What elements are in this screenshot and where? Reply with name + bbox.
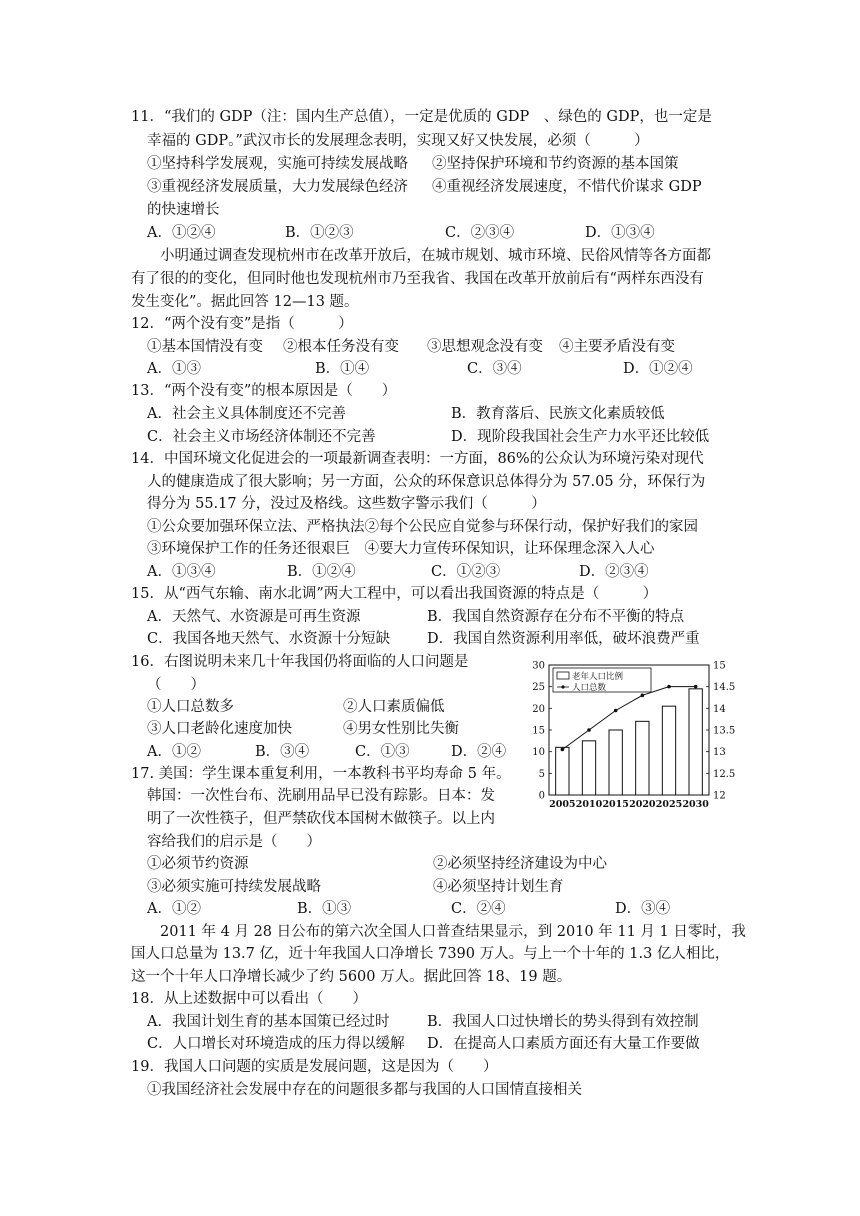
q12-statement-1: ①基本国情没有变 (147, 339, 263, 355)
q14-stem-line-2: 人的健康造成了很大影响；另一方面，公众的环保意识总体得分为 57.05 分，环保行为 (147, 474, 706, 490)
left-tick-label: 15 (532, 725, 545, 737)
population-chart (520, 660, 750, 810)
x-tick-label: 2025 (655, 799, 683, 810)
q17-stem-line-2: 韩国：一次性台布、洗刷用品早已没有踪影。日本：发 (147, 788, 495, 804)
q11-statement-3: ③重视经济发展质量，大力发展绿色经济 (147, 179, 408, 195)
q16-statements-row-1 (147, 697, 517, 717)
q14-option-a[interactable]: A．①③④ (147, 564, 216, 580)
q19-stem: 19．我国人口问题的实质是发展问题，这是因为（ ） (131, 1059, 498, 1075)
q15-option-c[interactable]: C．我国各地天然气、水资源十分短缺 (147, 631, 391, 647)
q18-option-a[interactable]: A．我国计划生育的基本国策已经过时 (147, 1014, 390, 1030)
line-point-2020 (641, 694, 645, 698)
q16-option-c[interactable]: C．①③ (355, 744, 410, 760)
q15-options-row-1 (147, 607, 747, 627)
q17-option-c[interactable]: C．②④ (451, 901, 506, 917)
q16-stem-line-1: 16．右图说明未来几十年我国仍将面临的人口问题是 (131, 654, 469, 670)
bar-2025 (662, 706, 675, 795)
legend-label-line: 人口总数 (572, 683, 607, 693)
q16-statement-3: ③人口老龄化速度加快 (147, 721, 292, 737)
q11-statement-row-2 (147, 177, 702, 197)
q17-stem-line-4: 容给我们的启示是（ ） (147, 834, 321, 850)
q15-stem: 15．从“西气东输、南水北调”两大工程中，可以看出我国资源的特点是（ ） (131, 586, 658, 602)
q12-statement-2: ②根本任务没有变 (283, 339, 399, 355)
q14-statement-row-2: ③环境保护工作的任务还很艰巨 ④要大力宣传环保知识，让环保理念深入人心 (147, 541, 655, 557)
q11-statement-1: ①坚持科学发展观，实施可持续发展战略 (147, 156, 408, 172)
q16-option-a[interactable]: A．①② (147, 744, 201, 760)
q16-option-d[interactable]: D．②④ (451, 744, 507, 760)
q17-statement-2: ②必须坚持经济建设为中心 (433, 856, 607, 872)
q17-statement-3: ③必须实施可持续发展战略 (147, 879, 321, 895)
passage1-line-2: 有了很的的变化，但同时他也发现杭州市乃至我省、我国在改革开放前后有“两样东西没有 (131, 271, 704, 287)
left-tick-label: 25 (532, 682, 545, 694)
q12-option-a[interactable]: A．①③ (147, 361, 201, 377)
q16-stem-line-2: （ ） (147, 677, 205, 693)
q11-statement-4-cont: 的快速增长 (147, 202, 220, 218)
q13-option-d[interactable]: D．现阶段我国社会生产力水平还比较低 (451, 429, 710, 445)
left-tick-label: 30 (532, 660, 545, 672)
x-tick-label: 2010 (575, 799, 603, 810)
passage1-line-1: 小明通过调查发现杭州市在改革开放后，在城市规划、城市环境、民俗风情等各方面都 (160, 248, 711, 264)
q12-stem: 12．“两个没有变”是指（ ） (131, 316, 353, 332)
q16-statement-1: ①人口总数多 (147, 699, 234, 715)
q17-option-b[interactable]: B．①③ (297, 901, 352, 917)
x-tick-label: 2030 (682, 799, 709, 810)
q12-option-c[interactable]: C．③④ (467, 361, 522, 377)
q11-option-a[interactable]: A．①②④ (147, 225, 216, 241)
q14-option-c[interactable]: C．①②③ (431, 564, 501, 580)
right-tick-label: 14.5 (713, 682, 736, 694)
q13-option-c[interactable]: C．社会主义市场经济体制还不完善 (147, 429, 376, 445)
bar-2005 (556, 747, 569, 795)
q16-options (147, 742, 517, 762)
right-tick-label: 15 (713, 660, 726, 672)
line-point-2025 (667, 685, 671, 689)
q17-stem-line-3: 明了一次性筷子，但严禁砍伐本国树木做筷子。以上内 (147, 811, 495, 827)
q17-statement-4: ④必须坚持计划生育 (433, 879, 564, 895)
q12-options (147, 359, 747, 379)
q16-option-b[interactable]: B．③④ (255, 744, 310, 760)
x-axis-labels (549, 799, 709, 810)
q11-statement-4: ④重视经济发展速度，不惜代价谋求 GDP (432, 179, 702, 195)
passage2-line-3: 这一个十年人口净增长减少了约 5600 万人。据此回答 18、19 题。 (131, 969, 572, 985)
right-tick-label: 12 (713, 790, 726, 802)
bar-2010 (582, 741, 595, 795)
right-tick-label: 13 (713, 747, 726, 759)
q14-option-d[interactable]: D．②③④ (579, 564, 649, 580)
legend-bar-swatch (557, 672, 569, 679)
passage2-line-2: 国人口总量为 13.7 亿，近十年我国人口净增长 7390 万人。与上一个十年的 1.3 亿人相比， (131, 946, 730, 962)
q11-stem-line-1: 11．“我们的 GDP（注：国内生产总值），一定是优质的 GDP 、绿色的 GDP，也一定是 (131, 109, 712, 125)
q11-stem-line-2: 幸福的 GDP。”武汉市长的发展理念表明，实现又好又快发展，必须（ ） (147, 133, 649, 149)
q12-statement-3: ③思想观念没有变 (427, 339, 543, 355)
left-tick-label: 10 (532, 747, 545, 759)
q17-options (147, 899, 747, 919)
q12-option-d[interactable]: D．①②④ (623, 361, 693, 377)
q14-stem-line-3: 得分为 55.17 分，没过及格线。这些数字警示我们（ ） (147, 496, 546, 512)
q17-option-d[interactable]: D．③④ (615, 901, 671, 917)
q13-option-a[interactable]: A．社会主义具体制度还不完善 (147, 406, 346, 422)
q18-stem: 18．从上述数据中可以看出（ ） (131, 991, 367, 1007)
q13-options-row-1 (147, 404, 747, 424)
right-tick-label: 14 (713, 703, 726, 715)
q18-option-b[interactable]: B．我国人口过快增长的势头得到有效控制 (427, 1014, 699, 1030)
q11-statement-row-1 (147, 154, 679, 174)
line-point-2030 (694, 685, 698, 689)
bar-2030 (689, 689, 702, 795)
left-tick-label: 20 (532, 703, 545, 715)
q11-option-b[interactable]: B．①②③ (285, 225, 354, 241)
q13-options-row-2 (147, 427, 747, 447)
bars (556, 689, 703, 795)
x-tick-label: 2015 (602, 799, 629, 810)
q14-option-b[interactable]: B．①②④ (287, 564, 356, 580)
q17-statement-1: ①必须节约资源 (147, 856, 249, 872)
legend-label-bar: 老年人口比例 (572, 672, 624, 682)
q16-statement-4: ④男女性别比失衡 (343, 721, 459, 737)
right-tick-label: 13.5 (713, 725, 736, 737)
q18-option-c[interactable]: C．人口增长对环境造成的压力得以缓解 (147, 1036, 405, 1052)
q17-statements-row-2 (147, 877, 747, 897)
q14-options (147, 562, 747, 582)
bar-2015 (609, 730, 622, 795)
q13-stem: 13．“两个没有变”的根本原因是（ ） (131, 383, 397, 399)
x-tick-label: 2020 (629, 799, 656, 810)
q17-statements-row-1 (147, 854, 747, 874)
q11-option-c[interactable]: C．②③④ (445, 225, 515, 241)
q11-statement-2: ②坚持保护环境和节约资源的基本国策 (432, 156, 679, 172)
passage1-line-3: 发生变化”。据此回答 12—13 题。 (131, 294, 359, 310)
legend (553, 668, 651, 693)
population-line (561, 685, 698, 751)
x-tick-label: 2005 (549, 799, 576, 810)
legend-line-marker (561, 685, 564, 688)
q14-stem-line-1: 14．中国环境文化促进会的一项最新调查表明：一方面，86%的公众认为环境污染对现代 (131, 451, 704, 467)
q15-options-row-2 (147, 629, 747, 649)
q12-statements (147, 337, 747, 357)
q15-option-d[interactable]: D．我国自然资源利用率低，破坏浪费严重 (427, 631, 700, 647)
q16-statements-row-2 (147, 719, 517, 739)
q17-option-a[interactable]: A．①② (147, 901, 201, 917)
q18-options-row-2 (147, 1034, 747, 1054)
q14-statement-row-1: ①公众要加强环保立法、严格执法②每个公民应自觉参与环保行动，保护好我们的家园 (147, 519, 698, 535)
q12-option-b[interactable]: B．①④ (315, 361, 370, 377)
q16-statement-2: ②人口素质偏低 (343, 699, 445, 715)
q18-options-row-1 (147, 1012, 747, 1032)
q18-option-d[interactable]: D．在提高人口素质方面还有大量工作要做 (427, 1036, 700, 1052)
passage2-line-1: 2011 年 4 月 28 日公布的第六次全国人口普查结果显示，到 2010 年 11 月 1 日零时，我 (160, 924, 746, 940)
left-tick-label: 5 (538, 768, 545, 780)
line-point-2010 (587, 728, 591, 732)
q13-option-b[interactable]: B．教育落后、民族文化素质较低 (451, 406, 665, 422)
bar-2020 (636, 721, 649, 795)
line-point-2015 (614, 709, 618, 713)
q12-statement-4: ④主要矛盾没有变 (559, 339, 675, 355)
q19-statement-1: ①我国经济社会发展中存在的问题很多都与我国的人口国情直接相关 (147, 1082, 582, 1098)
left-tick-label: 0 (538, 790, 545, 802)
q15-option-b[interactable]: B．我国自然资源存在分布不平衡的特点 (427, 609, 685, 625)
q11-options (147, 223, 747, 243)
q15-option-a[interactable]: A．天然气、水资源是可再生资源 (147, 609, 361, 625)
q11-option-d[interactable]: D．①③④ (585, 225, 655, 241)
line-point-2005 (561, 748, 565, 752)
right-tick-label: 12.5 (713, 768, 736, 780)
right-axis-ticks (706, 661, 735, 802)
q17-stem-line-1: 17. 美国：学生课本重复利用，一本教科书平均寿命 5 年。 (131, 766, 511, 782)
